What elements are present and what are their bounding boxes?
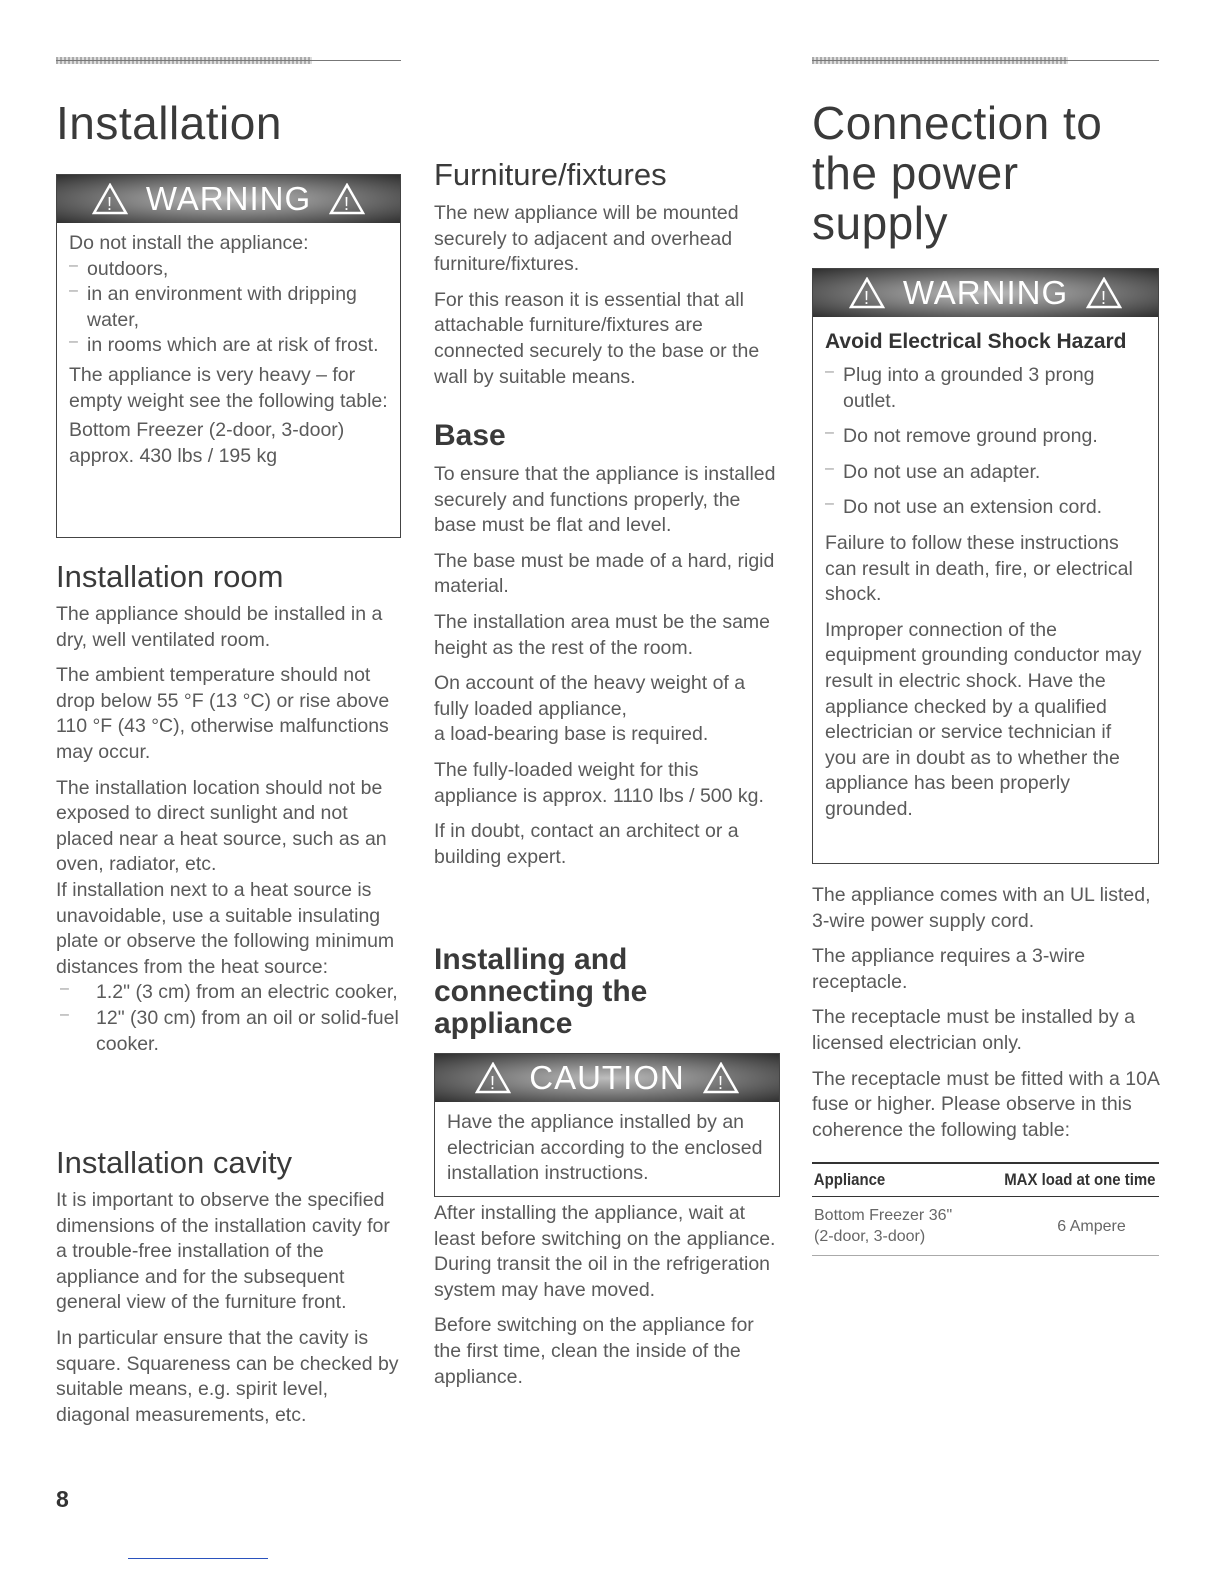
base-section: To ensure that the appliance is installed securely and functions properly, the base must be flat and level. The base must be made of a hard, rigid material. The installation area must be the same height as the rest of the room. On account of the heavy weight of a fully loaded appliance, a load-bearing base is required. The fully-loaded weight for this appliance is approx. 1110 lbs / 500 kg. If in doubt, contact an architect or a building expert. [434,463,776,868]
warning-banner [813,269,1158,317]
page-title: Installation [56,97,282,149]
list-item: – outdoors, [69,256,169,280]
warning-label: WARNING [902,274,1069,311]
list-item: – in rooms which are at risk of frost. [69,333,379,357]
header-rule-left [56,57,401,64]
svg-text:!: ! [490,1073,497,1093]
installing-section: After installing the appliance, wait at least before switching on the appliance. During transit the oil in the refrigeration system may have moved. Before switching on the appliance for the first time, clean the inside of the appliance. [434,1202,776,1388]
list-item: – Do not use an adapter. [825,459,1041,483]
list-item: – in an environment with dripping water, [69,282,357,331]
warning-triangle-icon [849,277,885,309]
warning-box-install [56,174,401,538]
table-cell: 6 Ampere [966,1197,1159,1256]
installation-room-section: The appliance should be installed in a dry, well ventilated room. The ambient temperature should not drop below 55 °F (13 °C) or rise above 110 °F (43 °C), otherwise malfunctions may occur. The installation location should not be exposed to direct sunlight and not placed near a heat source, such as an oven, radiator, etc. If installation next to a heat source is unavoidable, use a suitable insulating plate or observe the following minimum distances from the heat source: – 1.2" (3 cm) from an electric cooker, – 12" (30 cm) from an oil or solid-fuel cooker. [56,602,401,1057]
warning-triangle-icon [1086,277,1122,309]
footer-link-line [128,1558,268,1559]
column-header: Appliance [812,1163,948,1197]
svg-text:!: ! [106,194,113,214]
weight-text: The appliance is very heavy – for empty weight see the following table: [69,363,388,412]
warning-label: WARNING [145,180,312,217]
caution-label: CAUTION [529,1059,685,1096]
list-item: – Do not remove ground prong. [825,424,1098,448]
svg-text:!: ! [344,194,351,214]
caution-box [434,1053,780,1197]
caution-text: Have the appliance installed by an electrician according to the enclosed installation instructions. [447,1111,763,1185]
page-number: 8 [56,1486,69,1512]
column-header: MAX load at one time [989,1163,1159,1197]
furniture-section: The new appliance will be mounted securely to adjacent and overhead furniture/fixtures. For this reason it is essential that all attachable furniture/fixtures are connected securely to the base or the wall by suitable means. [434,202,760,388]
table-header-row [812,1163,1159,1197]
caution-banner [435,1054,779,1102]
warning-consequence: Failure to follow these instructions can result in death, fire, or electrical shock. [825,531,1133,606]
installing-heading: Installing and connecting the appliance [434,943,648,1040]
shock-hazard-title: Avoid Electrical Shock Hazard [825,330,1127,353]
load-table [812,1162,1159,1256]
warning-banner [57,175,400,223]
warning-triangle-icon [475,1062,511,1094]
list-item: – 1.2" (3 cm) from an electric cooker, [60,980,398,1004]
power-supply-title: Connection to the power supply [812,97,1103,249]
list-item: – Plug into a grounded 3 prong outlet. [825,363,1095,412]
svg-text:!: ! [1101,288,1108,308]
weight-value: Bottom Freezer (2-door, 3-door) approx. 430 lbs / 195 kg [69,419,345,467]
warning-grounding: Improper connection of the equipment grounding conductor may result in electric shock. Have the appliance checked by a qualified electrician or service technician if you are in doubt as to whether the appliance has been properly grounded. [825,618,1142,820]
header-rule-right [812,57,1159,64]
warning-triangle-icon [329,183,365,215]
installation-room-heading: Installation room [56,559,284,594]
warning-box-power [812,268,1159,864]
table-cell: Bottom Freezer 36" (2-door, 3-door) [812,1197,966,1256]
warning-triangle-icon [703,1062,739,1094]
installation-cavity-section: It is important to observe the specified dimensions of the installation cavity for a trouble-free installation of the appliance and for the subsequent general view of the furniture front. In particular ensure that the cavity is square. Squareness can be checked by suitable means, e.g. spirit level, diagonal measurements, etc. [56,1189,399,1426]
power-supply-section: The appliance comes with an UL listed, 3-wire power supply cord. The appliance requires a 3-wire receptacle. The receptacle must be installed by a licensed electrician only. The receptacle must be fitted with a 10A fuse or higher. Please observe in this coherence the following table: [812,884,1159,1141]
svg-text:!: ! [717,1073,724,1093]
svg-text:!: ! [863,288,870,308]
list-item: – Do not use an extension cord. [825,495,1103,519]
installation-cavity-heading: Installation cavity [56,1145,293,1180]
warning-intro: Do not install the appliance: [69,232,309,254]
base-heading: Base [434,419,506,452]
list-item: – 12" (30 cm) from an oil or solid-fuel cooker. [60,1005,399,1055]
warning-triangle-icon [92,183,128,215]
table-row [812,1197,1159,1256]
furniture-heading: Furniture/fixtures [434,157,667,192]
